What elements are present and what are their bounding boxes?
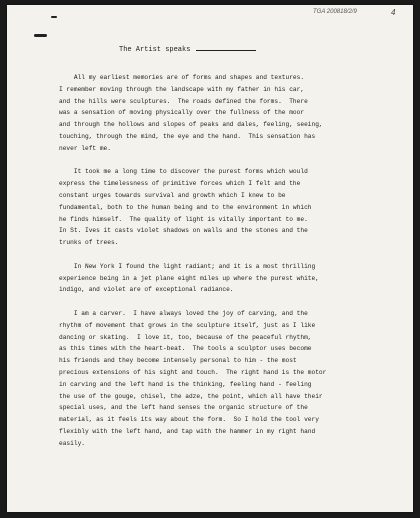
document-body xyxy=(59,72,371,461)
archive-reference: TGA 200818/2/9 xyxy=(313,9,357,15)
document-title: The Artist speaks xyxy=(119,46,191,54)
punch-mark xyxy=(34,34,47,37)
title-row xyxy=(119,46,256,54)
punch-mark xyxy=(51,16,57,18)
typescript-page xyxy=(7,5,413,512)
title-underline xyxy=(196,50,256,51)
page-number: 4 xyxy=(391,8,396,17)
paragraph: In New York I found the light radiant; and it is a most thrilling experience being in a jet plane eight miles up where the purest white, indigo, and violet are of exceptional radiance. xyxy=(59,262,319,294)
paragraph: It took me a long time to discover the purest forms which would express the timelessness of primitive forces which I felt and the constant urges towards survival and growth which I knew to be fundamental, both to the human being and to the environment in which he finds himself. The quality of light is vitally important to me. In St. Ives it casts violet shadows on walls and the stones and the trunks of trees. xyxy=(59,168,312,247)
paragraph: I am a carver. I have always loved the joy of carving, and the rhythm of movement that grows in the sculpture itself, just as I like dancing or skating. I love it, too, because of the peaceful rhythm, as this times with the heart-beat. The tools a sculptor uses become his friends and they become intensely personal to him - the most precious extensions of his sight and touch. The right hand is the motor in carving and the left hand is the thinking, feeling hand - feeling the use of the gouge, chisel, the adze, the point, which all have their special uses, and the left hand senses the organic structure of the material, as it feels its way about the form. So I hold the tool very flexibly with the left hand, and tap with the hammer in my right hand easily. xyxy=(59,309,327,447)
paragraph: All my earliest memories are of forms and shapes and textures. I remember moving through the landscape with my father in his car, and the hills were sculptures. The roads defined the forms. There was a sensation of moving physically over the fullness of the moor and through the hollows and slopes of peaks and dales, feeling, seeing, touching, through the mind, the eye and the hand. This sensation has never left me. xyxy=(59,74,323,152)
